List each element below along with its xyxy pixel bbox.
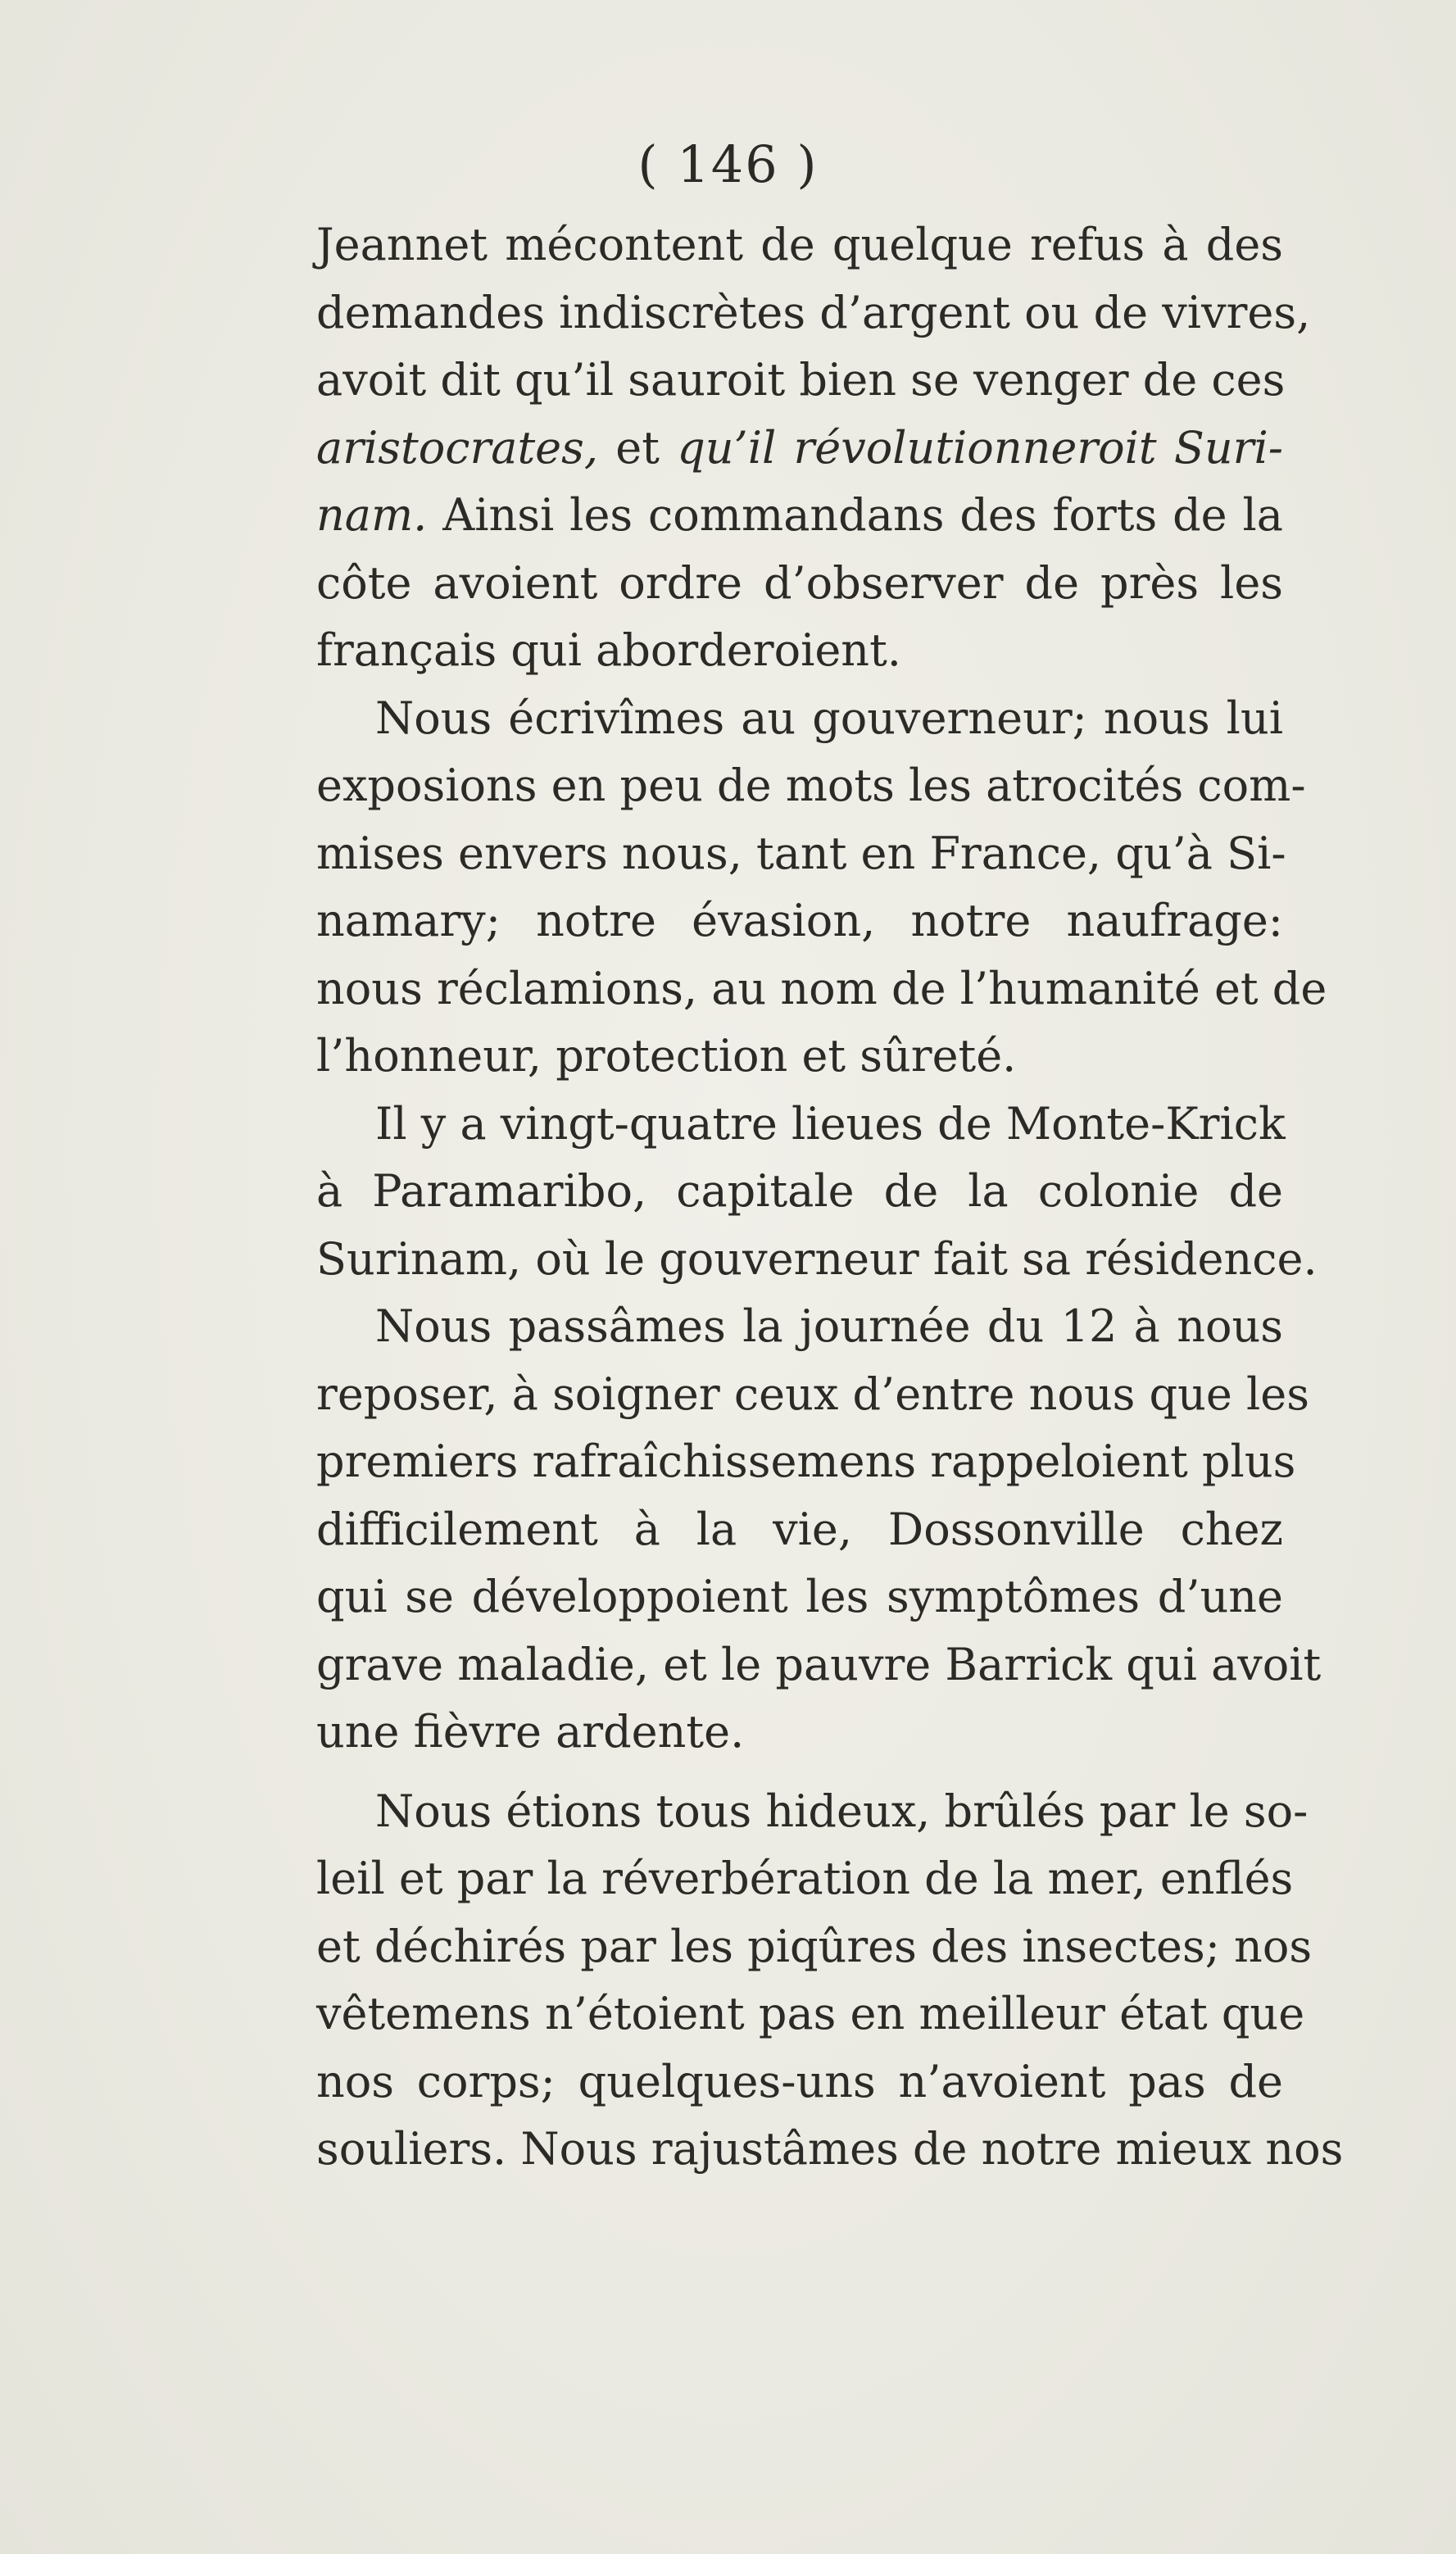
text-line: premiers rafraîchissemens rappeloient plus bbox=[316, 1436, 1296, 1487]
text-line: nam. Ainsi les commandans des forts de la bbox=[316, 489, 1283, 541]
text-line: leil et par la réverbération de la mer, enflés bbox=[316, 1853, 1294, 1904]
text-line: une fièvre ardente. bbox=[316, 1706, 745, 1758]
text-line: avoit dit qu’il sauroit bien se venger de ces bbox=[316, 354, 1286, 406]
text-line: Nous étions tous hideux, brûlés par le so- bbox=[375, 1785, 1309, 1837]
text-line: Il y a vingt-quatre lieues de Monte-Krick bbox=[375, 1097, 1286, 1150]
body-text bbox=[316, 211, 1344, 2184]
paragraph-gap bbox=[316, 1767, 1283, 1778]
text-line: nous réclamions, au nom de l’humanité et de bbox=[316, 962, 1327, 1014]
text-line: souliers. Nous rajustâmes de notre mieux nos bbox=[316, 2123, 1344, 2175]
text-line: exposions en peu de mots les atrocités com- bbox=[316, 760, 1306, 811]
text-line: mises envers nous, tant en France, qu’à Si- bbox=[316, 827, 1286, 879]
text-line: Nous passâmes la journée du 12 à nous bbox=[375, 1300, 1283, 1352]
text-line: qui se développoient les symptômes d’une bbox=[316, 1571, 1283, 1622]
text-line: demandes indiscrètes d’argent ou de vivres, bbox=[316, 286, 1311, 338]
text-line: et déchirés par les piqûres des insectes; nos bbox=[316, 1920, 1313, 1972]
text-line: Surinam, où le gouverneur fait sa résidence. bbox=[316, 1232, 1318, 1285]
text-line: namary; notre évasion, notre naufrage: bbox=[316, 895, 1283, 946]
text-line: vêtemens n’étoient pas en meilleur état que bbox=[316, 1988, 1305, 2039]
text-line: grave maladie, et le pauvre Barrick qui avoit bbox=[316, 1638, 1322, 1690]
text-line: à Paramaribo, capitale de la colonie de bbox=[316, 1165, 1283, 1217]
text-line: Jeannet mécontent de quelque refus à des bbox=[316, 219, 1283, 270]
text-line: nos corps; quelques-uns n’avoient pas de bbox=[316, 2055, 1283, 2107]
text-line: aristocrates, et qu’il révolutionneroit Suri- bbox=[316, 421, 1283, 474]
text-line: français qui aborderoient. bbox=[316, 624, 901, 676]
text-line: Nous écrivîmes au gouverneur; nous lui bbox=[375, 692, 1283, 744]
text-line: difficilement à la vie, Dossonville chez bbox=[316, 1503, 1283, 1555]
text-line: reposer, à soigner ceux d’entre nous que les bbox=[316, 1368, 1309, 1420]
text-line: côte avoient ordre d’observer de près les bbox=[316, 556, 1283, 609]
text-line: l’honneur, protection et sûreté. bbox=[316, 1030, 1017, 1082]
page-number: ( 146 ) bbox=[637, 134, 819, 194]
